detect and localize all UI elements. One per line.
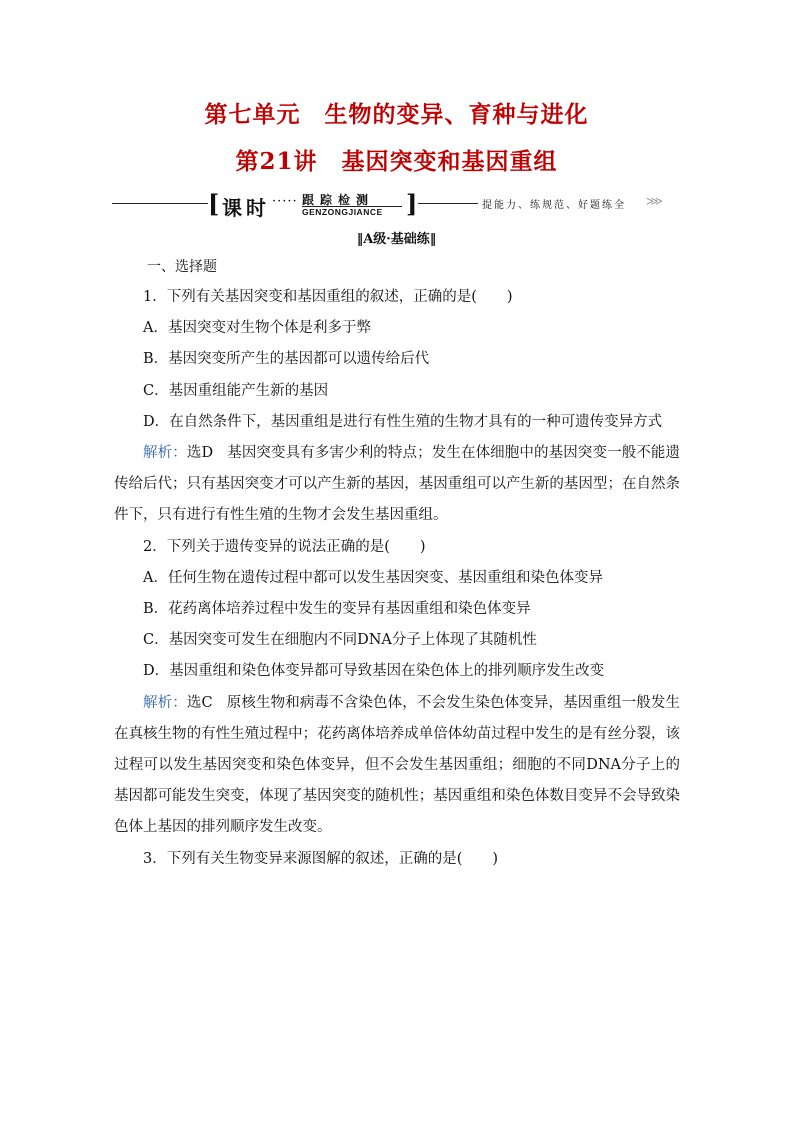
banner-slogan: 提能力、练规范、好题练全	[482, 200, 626, 211]
question-2-answer: 选C	[186, 694, 213, 711]
question-1-analysis	[114, 438, 680, 532]
question-1-option-c: C．基因重组能产生新的基因	[143, 382, 329, 399]
question-2-stem-text: 2．下列关于遗传变异的说法正确的是(	[143, 538, 390, 555]
question-2-analysis-label: 解析：	[143, 694, 187, 711]
question-2-option-d: D．基因重组和染色体变异都可导致基因在染色体上的排列顺序发生改变	[143, 663, 605, 680]
question-2-stem	[114, 532, 680, 563]
level-label: ‖A级·基础练‖	[356, 232, 437, 247]
banner-keshi: 课时	[222, 196, 270, 220]
question-1-option-b: B．基因突变所产生的基因都可以遗传给后代	[143, 351, 430, 368]
question-body	[114, 282, 680, 875]
section-heading: 一、选择题	[147, 259, 217, 275]
banner-right-bracket: ]	[406, 189, 418, 218]
question-2-option-c: C．基因突变可发生在细胞内不同DNA分子上体现了其随机性	[143, 632, 537, 649]
banner-genzong-en: GENZONGJIANCE	[302, 207, 383, 217]
question-2-option-b: B．花药离体培养过程中发生的变异有基因重组和染色体变异	[143, 601, 531, 618]
question-2-paren-close: )	[419, 538, 426, 555]
question-2-analysis	[114, 688, 680, 844]
question-3-paren-close: )	[492, 850, 499, 867]
question-1-option-d: D．在自然条件下，基因重组是进行有性生殖的生物才具有的一种可遗传变异方式	[143, 413, 663, 430]
question-2-analysis-text: 原核生物和病毒不含染色体，不会发生染色体变异，基因重组一般发生在真核生物的有性生殖过程中；花药离体培养成单倍体幼苗过程中发生的是有丝分裂，该过程可以发生基因突变和染色体变异，但不会发生基因重组；细胞的不同DNA分子上的基因都可能发生突变，体现了基因突变的随机性；基因重组和染色体数目变异不会导致染色体上基因的排列顺序发生改变。	[114, 694, 681, 836]
question-1-analysis-label: 解析：	[143, 445, 187, 462]
banner-dots: ·····	[272, 194, 298, 209]
question-1-answer: 选D	[186, 445, 214, 462]
question-1-paren-close: )	[506, 289, 513, 305]
lesson-title: 第21讲 基因突变和基因重组	[235, 148, 558, 175]
question-1-stem	[114, 282, 680, 313]
question-2-option-a: A．任何生物在遗传过程中都可以发生基因突变、基因重组和染色体变异	[143, 569, 603, 586]
practice-banner	[112, 190, 672, 220]
question-1-stem-text: 1．下列有关基因突变和基因重组的叙述，正确的是(	[143, 289, 477, 305]
unit-title: 第七单元 生物的变异、育种与进化	[204, 101, 589, 128]
banner-rule-left	[112, 203, 208, 204]
banner-left-bracket: [	[208, 189, 220, 218]
banner-rule-right	[418, 203, 478, 204]
banner-genzong-cn: 跟踪检测	[302, 193, 375, 207]
question-1-option-a: A．基因突变对生物个体是利多于弊	[143, 320, 371, 337]
question-1-analysis-text: 基因突变具有多害少利的特点；发生在体细胞中的基因突变一般不能遗传给后代；只有基因突变才可以产生新的基因，基因重组可以产生新的基因型；在自然条件下，只有进行有性生殖的生物才会发生基因重组。	[114, 445, 681, 524]
arrows-icon: ⋙	[646, 194, 662, 208]
question-3-stem-text: 3．下列有关生物变异来源图解的叙述，正确的是(	[143, 850, 463, 867]
question-3-stem	[114, 844, 680, 875]
